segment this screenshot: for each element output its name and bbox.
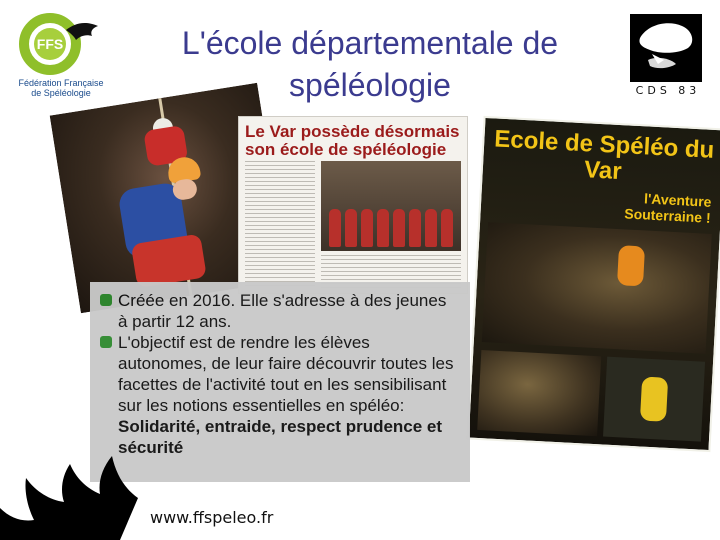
poster-caver (617, 245, 645, 286)
cds-logo-icon (630, 14, 702, 82)
ffs-logo-icon (6, 8, 116, 78)
poster-caver (640, 376, 668, 421)
poster-subtitle: l'Aventure Souterraine ! (623, 190, 712, 226)
website-link[interactable]: www.ffspeleo.fr (150, 508, 274, 527)
newspaper-text-columns (245, 161, 315, 287)
bat-silhouette-icon (0, 448, 150, 540)
ecole-speleo-poster (467, 116, 720, 452)
newspaper-clipping (238, 116, 468, 294)
bullet-item (100, 290, 460, 332)
svg-text:FFS: FFS (36, 36, 64, 52)
bullet-icon (100, 294, 112, 306)
poster-title: Ecole de Spéléo du Var (493, 125, 715, 186)
bullet-icon (100, 336, 112, 348)
cds-caption: CDS 83 (635, 84, 701, 97)
bullet-text (118, 332, 460, 458)
newspaper-group-photo (321, 161, 461, 251)
ffs-logo (6, 8, 116, 100)
poster-cave-photo (477, 350, 601, 436)
bullet-item (100, 332, 460, 458)
caver-legs (131, 234, 207, 288)
slide-title: L'école départementale de spéléologie (181, 25, 559, 103)
poster-cave-photo (482, 222, 712, 354)
bullet-text-bold: Solidarité, entraide, respect prudence et sécurité (118, 417, 443, 457)
bullet-text: Créée en 2016. Elle s'adresse à des jeunes à partir 12 ans. (118, 291, 447, 331)
cds-logo (630, 14, 702, 82)
newspaper-headline: Le Var possède désormais son école de spéléologie (245, 122, 460, 159)
bullet-text-plain: L'objectif est de rendre les élèves autonomes, de leur faire découvrir toutes les facettes de l'activité tout en les sensibilisant sur les notions essentielles en spéléo: (118, 333, 454, 415)
ffs-caption-line2: de Spéléologie (31, 88, 91, 98)
ffs-caption-line1: Fédération Française (18, 78, 104, 88)
